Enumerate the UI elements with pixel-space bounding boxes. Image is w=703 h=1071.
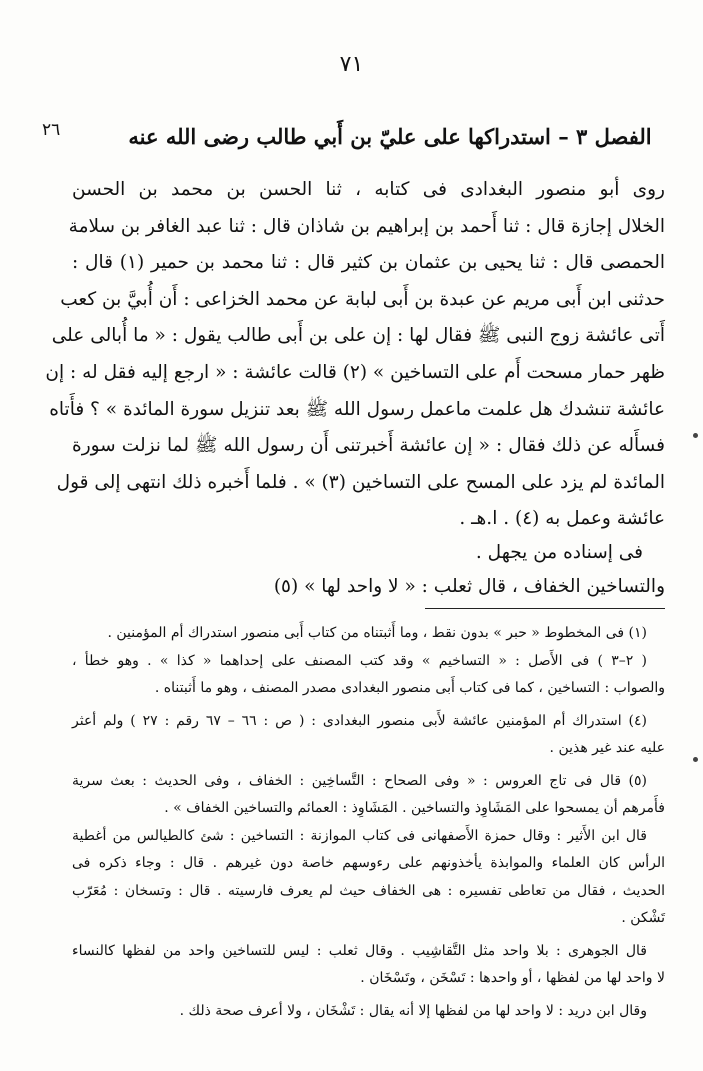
body-line: روى أبو منصور البغدادى فى كتابه ، ثنا الحسن بن محمد بن الحسن (72, 179, 665, 200)
body-line: المائدة لم يزد على المسح على التساخين (٣) » . فلما أَخبره ذلك انتهى إلى قول (56, 471, 665, 493)
scan-mark (693, 757, 698, 762)
footnote-line: تَشْكن . (621, 910, 665, 926)
body-line: أَتى عائشة زوج النبى ﷺ فقال لها : إن على بن أَبى طالب يقول : « ما أُبالى على (51, 325, 665, 347)
footnote-line: وقال ابن دريد : لا واحد لها من لفظها إلا أنه يقال : تَشْخَان ، ولا أعرف صحة ذلك . (179, 1002, 647, 1019)
chapter-title: الفصل ٣ – استدراكها على عليّ بن أَبي طالب رضى الله عنه (128, 124, 652, 149)
body-line: ظهر حمار مسحت أَم على التساخين » (٢) قالت عائشة : « ارجع إليه فقل له : إن (45, 361, 665, 383)
closing-remarks (72, 536, 665, 604)
body-line: عائشة تنشدك هل علمت ماعمل رسول الله ﷺ بعد تنزيل سورة المائدة » ؟ فأَتاه (49, 398, 665, 420)
footnote-line: (٤) استدراك أم المؤمنين عائشة لأَبى منصور البغدادى : ( ص : ٦٦ – ٦٧ رقم : ٢٧ ) ولم أعثر (72, 712, 647, 729)
body-line: فسأَله عن ذلك فقال : « إن عائشة أَخبرتنى أَن رسول الله ﷺ لما نزلت سورة (72, 435, 665, 457)
footnote-line: فأَمرهم أن يمسحوا على المَشَاوِذ والتساخين . المَشَاوِذ : العمائم والتساخين الخفاف » . (164, 800, 665, 816)
body-line: الحمصى قال : ثنا يحيى بن عثمان بن كثير قال : ثنا محمد بن حمير (١) قال : (72, 252, 665, 274)
main-text (45, 172, 665, 538)
body-line: حدثنى ابن أَبى مريم عن عبدة بن أَبى لبابة عن محمد الخزاعى : أَن أُبيَّ بن كعب (60, 288, 665, 310)
footnote-line: (٥) قال فى تاج العروس : « وفى الصحاح : التَّساخِين : الخفاف ، وفى الحديث : بعث سرية (72, 772, 647, 789)
body-line: عائشة وعمل به (٤) . ا.هـ . (459, 508, 665, 530)
footnote-line: الرأس كان العلماء والموابذة يأخذونهم على رءوسهم خاصة دون غيرهم . قال : وجاء ذكره فى (72, 855, 665, 871)
footnote-line: الحديث ، فقال من تعاطى تفسيره : هى الخفاف حيث لم يعرف فارسيته . قال : وتسخان : مُعَرّب (72, 882, 665, 899)
footnote-line: عليه عند غير هذين . (549, 740, 665, 756)
footnote-line: (١) فى المخطوط « حبر » بدون نقط ، وما أَثبتناه من كتاب أَبى منصور استدراك أم المؤمنين . (107, 625, 647, 641)
footnote-line: ( ٢–٣ ) فى الأَصل : « التساخيم » وقد كتب المصنف على إحداهما « كذا » . وهو خطأ ، (72, 652, 647, 669)
footnote-line: لا واحد لها من لفظها ، أو واحدها : تَسْخَن ، وتَسْخَان . (360, 970, 665, 986)
footnote-line: قال ابن الأَثير : وقال حمزة الأَصفهانى فى كتاب الموازنة : التساخين : شئ كالطيالس من أغطية (72, 827, 647, 844)
coda-line: فى إسناده من يجهل . (475, 542, 643, 563)
body-line: الخلال إجازة قال : ثنا أَحمد بن إبراهيم بن شاذان قال : ثنا عبد الغافر بن سلامة (68, 215, 665, 237)
footnotes (72, 620, 665, 1025)
coda-line: والتساخين الخفاف ، قال ثعلب : « لا واحد لها » (٥) (273, 576, 665, 597)
scan-mark (693, 433, 698, 438)
footnote-line: والصواب : التساخين ، كما فى كتاب أَبى منصور البغدادى مصدر المصنف ، وهو ما أَثبتناه . (154, 680, 665, 696)
footnote-line: قال الجوهرى : بلا واحد مثل التَّقاشِيب . وقال ثعلب : ليس للتساخين واحد من لفظها كالنساء (72, 942, 647, 959)
margin-reference-number: ٢٦ (42, 120, 61, 140)
footnote-separator (425, 608, 665, 609)
page-number: ٧١ (339, 52, 364, 77)
